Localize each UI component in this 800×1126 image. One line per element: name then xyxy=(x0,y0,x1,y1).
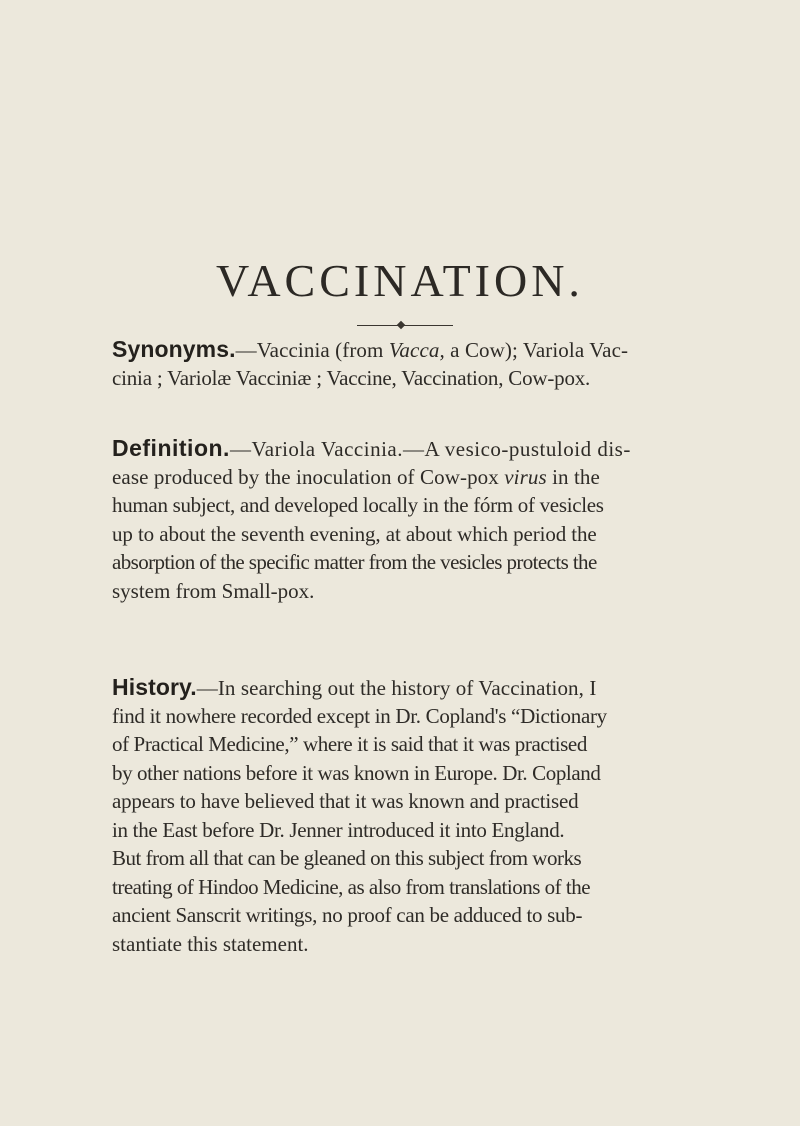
definition-text: ease produced by the inoculation of Cow-pox xyxy=(112,464,505,489)
definition-italic-term: virus xyxy=(504,464,547,489)
diamond-ornament-icon xyxy=(397,321,405,329)
synonyms-text: a Cow); Variola Vac- xyxy=(444,338,629,362)
definition-line xyxy=(112,520,702,549)
history-text: stantiate this statement. xyxy=(112,931,309,956)
definition-text: —Variola Vaccinia.—A vesico-pustuloid dis- xyxy=(229,437,631,461)
synonyms-heading: Synonyms. xyxy=(112,336,236,362)
definition-text: system from Small-pox. xyxy=(112,578,315,603)
history-heading: History. xyxy=(112,674,197,700)
definition-text: up to about the seventh evening, at about which period the xyxy=(112,521,597,546)
definition-line xyxy=(112,463,702,492)
history-line xyxy=(112,759,702,788)
history-text: ancient Sanscrit writings, no proof can be adduced to sub- xyxy=(112,903,583,927)
definition-line xyxy=(112,434,702,463)
history-line xyxy=(112,873,702,902)
definition-heading: Definition. xyxy=(112,435,230,461)
definition-text: human subject, and developed locally in the fórm of vesicles xyxy=(112,493,604,517)
synonyms-text: —Vaccinia (from xyxy=(235,338,389,362)
synonyms-italic-term: Vacca, xyxy=(388,338,445,362)
history-text: appears to have believed that it was known and practised xyxy=(112,789,579,813)
history-line xyxy=(112,816,702,845)
history-text: find it nowhere recorded except in Dr. Copland's “Dictionary xyxy=(112,703,607,728)
history-text: treating of Hindoo Medicine, as also from translations of the xyxy=(112,874,591,899)
history-paragraph xyxy=(112,673,702,958)
history-line xyxy=(112,844,702,873)
definition-paragraph xyxy=(112,434,702,605)
history-line xyxy=(112,673,702,702)
synonyms-line xyxy=(112,335,702,364)
page-title: VACCINATION. xyxy=(216,255,584,306)
history-text: in the East before Dr. Jenner introduced it into England. xyxy=(112,817,565,842)
history-line xyxy=(112,787,702,816)
history-text: —In searching out the history of Vaccination, I xyxy=(196,676,597,700)
synonyms-paragraph xyxy=(112,335,702,392)
history-line xyxy=(112,730,702,759)
definition-text: in the xyxy=(546,464,600,489)
history-line xyxy=(112,901,702,930)
definition-line xyxy=(112,491,702,520)
history-line xyxy=(112,702,702,731)
history-text: But from all that can be gleaned on this subject from works xyxy=(112,846,582,870)
synonyms-text: cinia ; Variolæ Vacciniæ ; Vaccine, Vaccination, Cow-pox. xyxy=(112,365,591,390)
definition-line xyxy=(112,548,702,577)
history-text: by other nations before it was known in Europe. Dr. Copland xyxy=(112,760,601,785)
history-line xyxy=(112,930,702,959)
definition-text: absorption of the specific matter from the vesicles protects the xyxy=(112,550,597,574)
definition-line xyxy=(112,577,702,606)
history-text: of Practical Medicine,” where it is said that it was practised xyxy=(112,732,587,756)
synonyms-line xyxy=(112,364,702,393)
